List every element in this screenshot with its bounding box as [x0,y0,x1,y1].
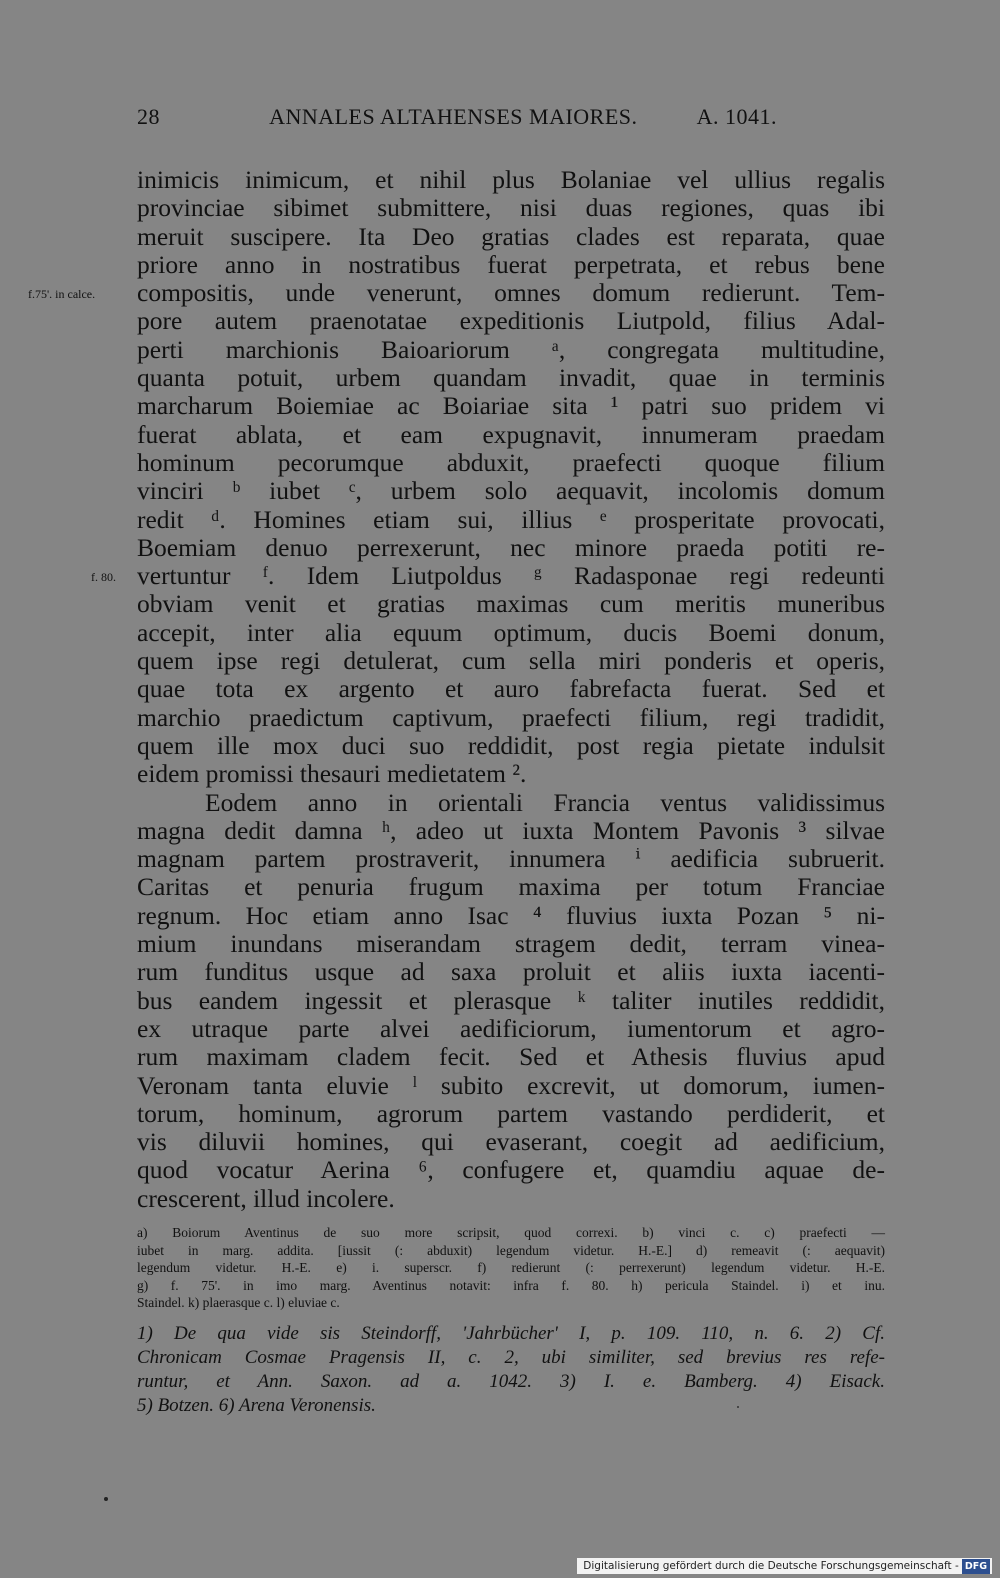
text-line: regnum. Hoc etiam anno Isac ⁴ fluvius iuxta Pozan ⁵ ni- [137,900,885,930]
footnotes [137,1322,885,1418]
apparatus-line: g) f. 75'. in imo marg. Aventinus notavit: infra f. 80. h) pericula Staindel. i) et inu. [137,1277,885,1293]
text-line: marcharum Boiemiae ac Boiariae sita ¹ patri suo pridem vi [137,391,885,421]
header-year: A. 1041. [696,104,777,129]
text-line: Caritas et penuria frugum maxima per totum Franciae [137,872,885,902]
funding-text: Digitalisierung gefördert durch die Deutsche Forschungsgemeinschaft - [583,1560,959,1572]
text-line: provinciae sibimet submittere, nisi duas regiones, quas ibi [137,193,885,223]
text-line: Boemiam denuo perrexerunt, nec minore praeda potiti re- [137,532,885,562]
text-line: quae tota ex argento et auro fabrefacta fuerat. Sed et [137,674,885,704]
footnote-line: runtur, et Ann. Saxon. ad a. 1042. 3) I. e. Bamberg. 4) Eisack. [137,1371,885,1392]
text-line: fuerat ablata, et eam expugnavit, innumeram praedam [137,419,885,449]
text-line: ex utraque parte alvei aedificiorum, iumentorum et agro- [137,1013,885,1043]
critical-apparatus [137,1224,885,1312]
text-line: torum, hominum, agrorum partem vastando perdiderit, et [137,1098,885,1128]
text-line: marchio praedictum captivum, praefecti filium, regi tradidit, [137,702,885,732]
page-number: 28 [137,104,160,129]
text-line: mium inundans miserandam stragem dedit, terram vinea- [137,929,885,959]
text-line: rum maximam cladem fecit. Sed et Athesis fluvius apud [137,1042,885,1072]
text-line: vertuntur ᶠ. Idem Liutpoldus ᵍ Radasponae regi redeunti [137,561,885,591]
text-line: meruit suscipere. Ita Deo gratias clades est reparata, quae [137,221,885,251]
text-line: magna dedit damna ʰ, adeo ut iuxta Montem Pavonis ³ silvae [137,815,885,845]
dfg-logo: DFG [962,1559,990,1574]
text-line: obviam venit et gratias maximas cum meritis muneribus [137,589,885,619]
text-line: pore autem praenotatae expeditionis Liutpold, filius Adal- [137,306,885,336]
text-line: compositis, unde venerunt, omnes domum redierunt. Tem- [137,278,885,308]
apparatus-line: a) Boiorum Aventinus de suo more scripsit, quod correxi. b) vinci c. c) praefecti — [137,1225,885,1240]
ink-speck [737,1406,739,1408]
text-line: perti marchionis Baioariorum ᵃ, congregata multitudine, [137,334,885,364]
text-line: bus eandem ingessit et plerasque ᵏ taliter inutiles reddidit, [137,985,885,1015]
text-line: rum funditus usque ad saxa proluit et aliis iuxta iacenti- [137,957,885,987]
text-line: accepit, inter alia equum optimum, ducis Boemi donum, [137,617,885,647]
text-line: magnam partem prostraverit, innumera ⁱ aedificia subruerit. [137,844,885,874]
text-line: eidem promissi thesauri medietatem ². [137,759,527,789]
text-line: redit ᵈ. Homines etiam sui, illius ᵉ prosperitate provocati, [137,504,885,534]
margin-note-folio-75: f.75'. in calce. [28,287,96,301]
page-header [137,104,777,130]
text-line: quanta potuit, urbem quandam invadit, quae in terminis [137,363,885,393]
text-line: vis diluvii homines, qui evaserant, coegit ad aedificium, [137,1127,885,1157]
text-line: quem ipse regi detulerat, cum sella miri ponderis et operis, [137,646,885,676]
footnote-line: 5) Botzen. 6) Arena Veronensis. [137,1395,376,1416]
text-line: vinciri ᵇ iubet ᶜ, urbem solo aequavit, incolomis domum [137,476,885,506]
apparatus-line: legendum videtur. H.-E. e) i. superscr. f) redierunt (: perrexerunt) legendum videtur. H.-E. [137,1260,885,1275]
footnote-line: 1) De qua vide sis Steindorff, 'Jahrbücher' I, p. 109. 110, n. 6. 2) Cf. [137,1323,885,1344]
funding-banner [577,1558,992,1574]
margin-note-folio-80: f. 80. [91,570,116,584]
running-title: ANNALES ALTAHENSES MAIORES. [269,104,638,129]
text-line: hominum pecorumque abduxit, praefecti quoque filium [137,447,885,477]
footnote-line: Chronicam Cosmae Pragensis II, c. 2, ubi similiter, sed brevius res refe- [137,1347,885,1368]
apparatus-line: Staindel. k) plaerasque c. l) eluviae c. [137,1295,340,1310]
ink-speck [104,1497,108,1501]
main-text [137,166,885,1213]
apparatus-line: iubet in marg. addita. [iussit (: abduxit) legendum videtur. H.-E.] d) remeavit (: aequavit) [137,1242,885,1258]
text-line: Eodem anno in orientali Francia ventus validissimus [205,787,885,817]
text-line: priore anno in nostratibus fuerat perpetrata, et rebus bene [137,249,885,279]
text-line: Veronam tanta eluvie ˡ subito excrevit, ut domorum, iumen- [137,1070,885,1100]
text-line: crescerent, illud incolere. [137,1183,395,1213]
text-line: quem ille mox duci suo reddidit, post regia pietate indulsit [137,730,885,760]
text-line: inimicis inimicum, et nihil plus Bolaniae vel ullius regalis [137,165,885,194]
text-line: quod vocatur Aerina ⁶, confugere et, quamdiu aquae de- [137,1155,885,1185]
